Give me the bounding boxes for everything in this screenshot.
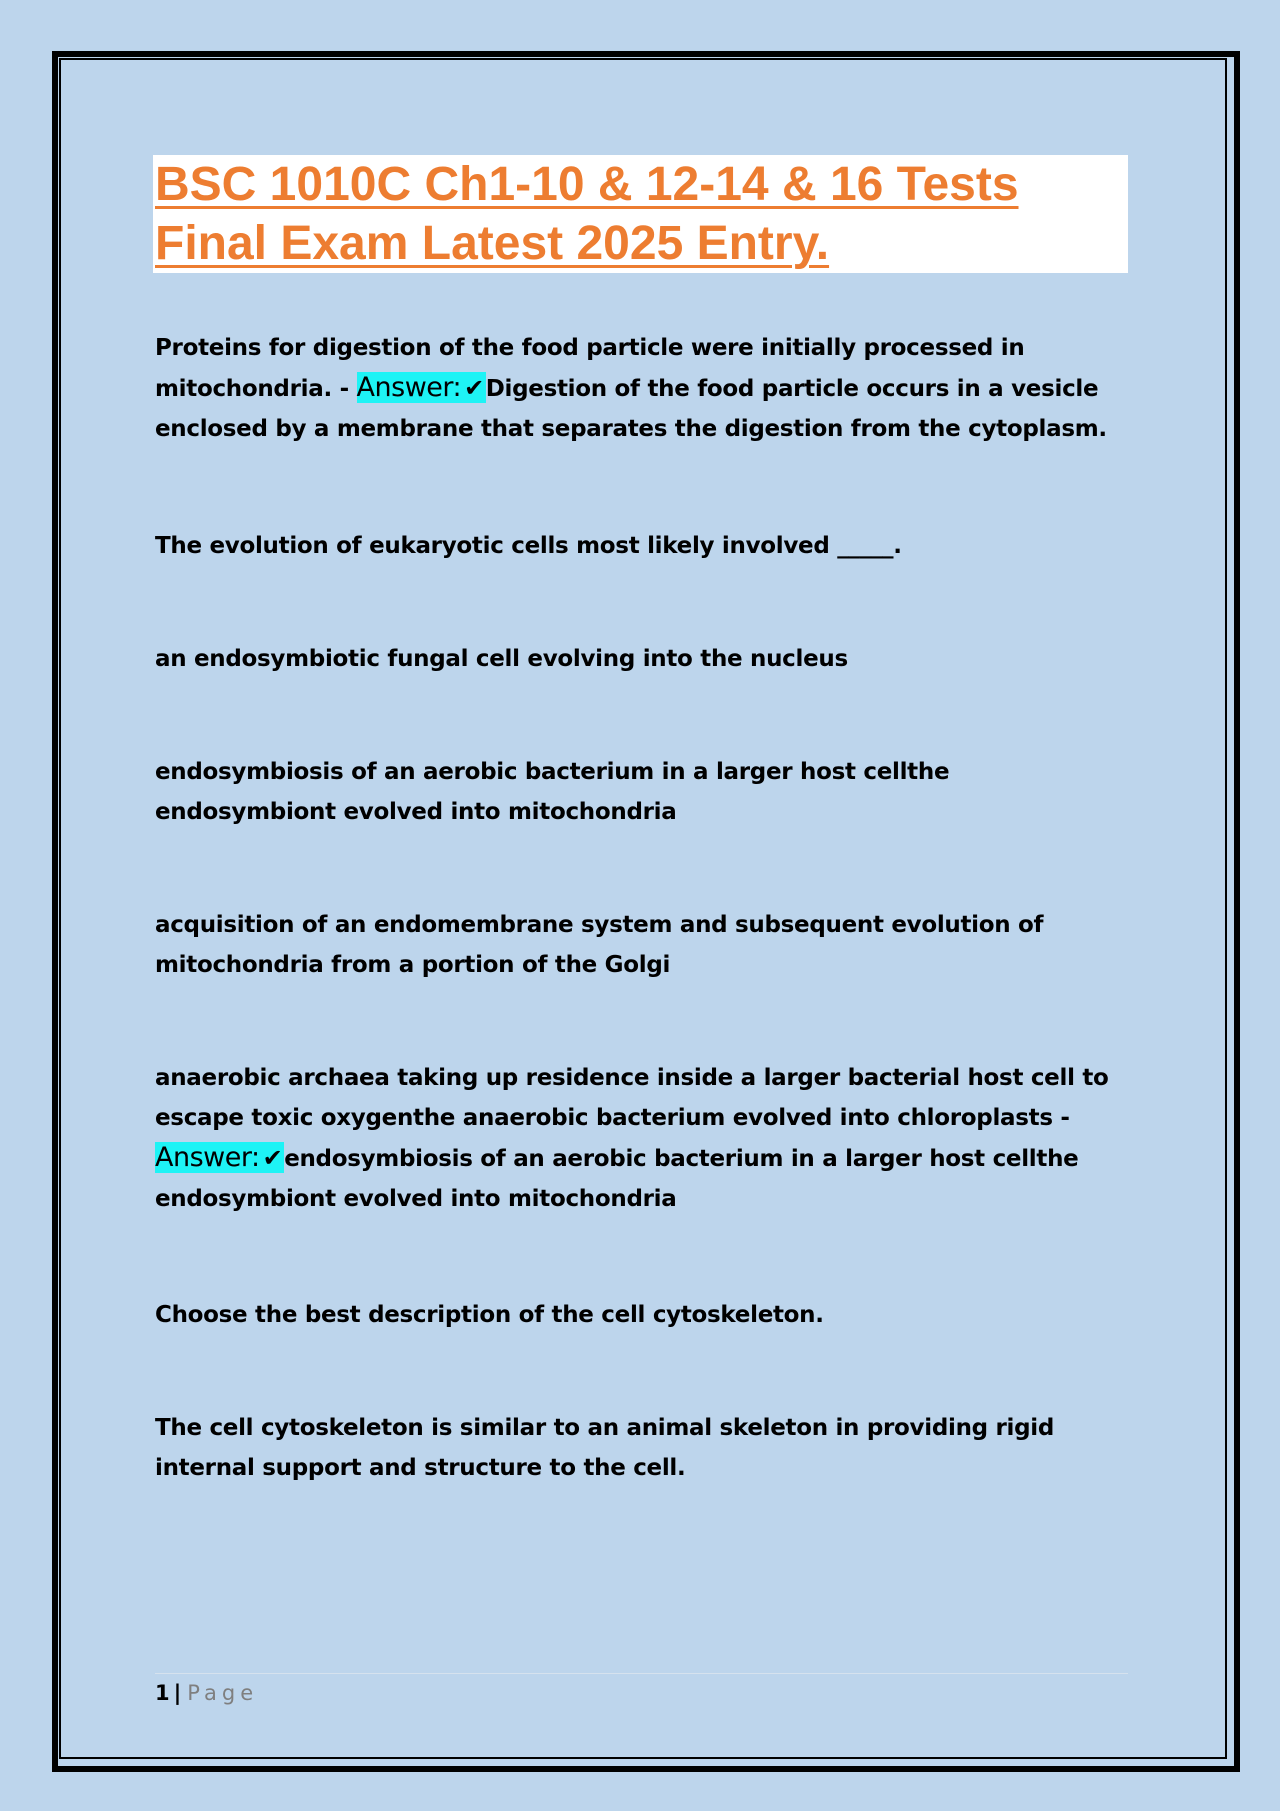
question-3: Choose the best description of the cell cytoskeleton. bbox=[155, 1302, 824, 1328]
document-title bbox=[155, 155, 1115, 273]
option-5: The cell cytoskeleton is similar to an animal skeleton in providing rigid internal support and structure to the cell. bbox=[155, 1415, 1055, 1481]
footer-separator: | bbox=[173, 1681, 182, 1705]
title-line-1: BSC 1010C Ch1-10 & 12-14 & 16 Tests bbox=[155, 158, 1019, 211]
answer-2-text: endosymbiosis of an aerobic bacterium in a larger host cellthe endosymbiont evolved into mitochondria bbox=[155, 1146, 1079, 1212]
footer-divider bbox=[155, 1673, 1128, 1674]
question-1-text: Proteins for digestion of the food particle were initially processed in mitochondria. - bbox=[155, 335, 1025, 402]
check-icon: ✔ bbox=[262, 1144, 283, 1172]
option-4-with-answer bbox=[155, 1058, 1130, 1219]
option-4-text: anaerobic archaea taking up residence inside a larger bacterial host cell to escape toxic oxygenthe anaerobic bacterium evolved into chloroplasts - bbox=[155, 1065, 1109, 1131]
answer-1-text: Digestion of the food particle occurs in a vesicle enclosed by a membrane that separates the digestion from the cytoplasm. bbox=[155, 376, 1107, 442]
question-2: The evolution of eukaryotic cells most likely involved _____. bbox=[155, 533, 902, 559]
option-2: endosymbiosis of an aerobic bacterium in a larger host cellthe endosymbiont evolved into mitochondria bbox=[155, 759, 950, 825]
check-icon: ✔ bbox=[464, 374, 484, 402]
option-1: an endosymbiotic fungal cell evolving into the nucleus bbox=[155, 646, 848, 672]
page-number: 1 bbox=[155, 1681, 170, 1705]
page-label: Page bbox=[187, 1681, 259, 1705]
title-line-2: Final Exam Latest 2025 Entry. bbox=[155, 217, 830, 270]
page-footer bbox=[155, 1679, 258, 1707]
answer-label: Answer: ✔ bbox=[356, 372, 484, 403]
question-1 bbox=[155, 328, 1130, 449]
option-3: acquisition of an endomembrane system and subsequent evolution of mitochondria from a portion of the Golgi bbox=[155, 912, 1044, 978]
answer-label: Answer: ✔ bbox=[155, 1142, 283, 1173]
